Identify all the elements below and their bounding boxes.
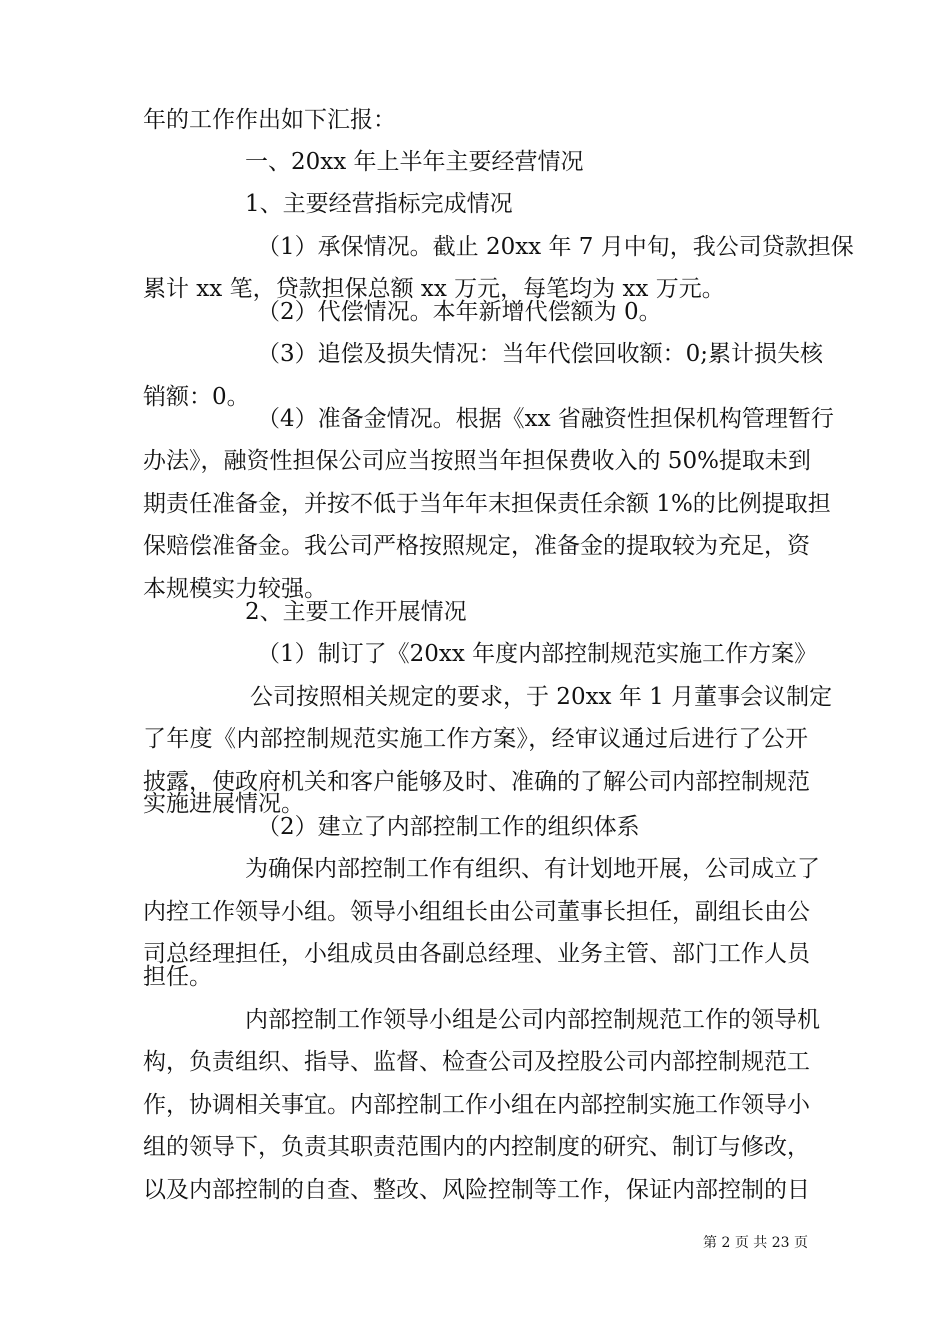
text-line: 一、20xx 年上半年主要经营情况 bbox=[245, 149, 584, 175]
text-line: 本规模实力较强。 bbox=[143, 576, 327, 602]
text-line: （2）建立了内部控制工作的组织体系 bbox=[257, 814, 640, 840]
text-line: 披露，使政府机关和客户能够及时、准确的了解公司内部控制规范 bbox=[143, 769, 810, 795]
text-line: 公司按照相关规定的要求，于 20xx 年 1 月董事会议制定 bbox=[250, 684, 833, 710]
text-line: 组的领导下，负责其职责范围内的内控制度的研究、制订与修改， bbox=[143, 1134, 810, 1160]
text-line: 为确保内部控制工作有组织、有计划地开展，公司成立了 bbox=[245, 856, 820, 882]
text-line: 办法》，融资性担保公司应当按照当年担保费收入的 50%提取未到 bbox=[143, 448, 811, 474]
text-line: 累计 xx 笔，贷款担保总额 xx 万元，每笔均为 xx 万元。 bbox=[143, 276, 725, 302]
text-line: 保赔偿准备金。我公司严格按照规定，准备金的提取较为充足，资 bbox=[143, 533, 810, 559]
text-line: （1）承保情况。截止 20xx 年 7 月中旬，我公司贷款担保 bbox=[257, 234, 854, 260]
text-line: 2、主要工作开展情况 bbox=[245, 599, 467, 625]
text-line: 以及内部控制的自查、整改、风险控制等工作，保证内部控制的日 bbox=[143, 1177, 810, 1203]
text-line: （2）代偿情况。本年新增代偿额为 0。 bbox=[257, 299, 662, 325]
text-line: （4）准备金情况。根据《xx 省融资性担保机构管理暂行 bbox=[257, 406, 834, 432]
text-line: 内部控制工作领导小组是公司内部控制规范工作的领导机 bbox=[245, 1007, 820, 1033]
text-line: 年的工作作出如下汇报： bbox=[143, 107, 396, 133]
text-line: 构，负责组织、指导、监督、检查公司及控股公司内部控制规范工 bbox=[143, 1049, 810, 1075]
text-line: 内控工作领导小组。领导小组组长由公司董事长担任，副组长由公 bbox=[143, 899, 810, 925]
text-line: 作，协调相关事宜。内部控制工作小组在内部控制实施工作领导小 bbox=[143, 1092, 810, 1118]
text-line: 实施进展情况。 bbox=[143, 791, 304, 817]
text-line: 1、主要经营指标完成情况 bbox=[245, 191, 513, 217]
text-line: 司总经理担任，小组成员由各副总经理、业务主管、部门工作人员 bbox=[143, 941, 810, 967]
text-line: 销额：0。 bbox=[143, 384, 250, 410]
text-line: 了年度《内部控制规范实施工作方案》，经审议通过后进行了公开 bbox=[143, 726, 808, 752]
text-line: 担任。 bbox=[143, 964, 212, 990]
text-line: （3）追偿及损失情况：当年代偿回收额：0;累计损失核 bbox=[257, 341, 824, 367]
text-line: 期责任准备金，并按不低于当年年末担保责任余额 1%的比例提取担 bbox=[143, 491, 831, 517]
text-line: （1）制订了《20xx 年度内部控制规范实施工作方案》 bbox=[257, 641, 818, 667]
page-footer: 第 2 页 共 23 页 bbox=[703, 1235, 808, 1251]
